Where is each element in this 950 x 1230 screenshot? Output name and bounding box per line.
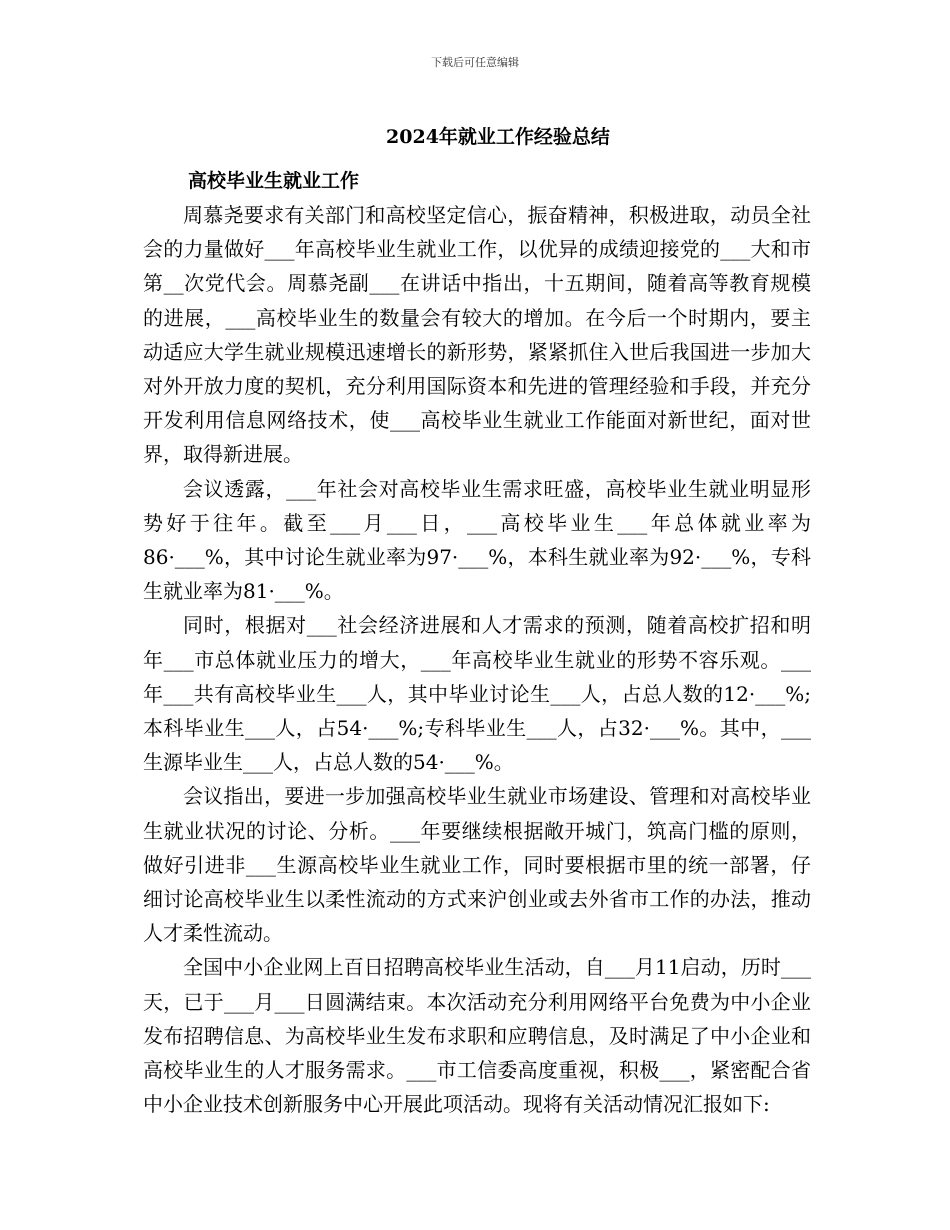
section-heading: 高校毕业生就业工作: [188, 170, 360, 192]
document-title: 2024年就业工作经验总结: [386, 126, 610, 148]
paragraph-5: 全国中小企业网上百日招聘高校毕业生活动，自___月11启动，历时___天，已于___月___日圆满结束。本次活动充分利用网络平台免费为中小企业发布招聘信息、为高校毕业生发布求职和应聘信息，及时满足了中小企业和高校毕业生的人才服务需求。___市工信委高度重视，积极___，紧密配合省中小企业技术创新服务中心开展此项活动。现将有关活动情况汇报如下:: [143, 955, 811, 1117]
paragraph-2: 会议透露，___年社会对高校毕业生需求旺盛，高校毕业生就业明显形势好于往年。截至___月___日，___高校毕业生___年总体就业率为86·___%，其中讨论生就业率为97·___%，本科生就业率为92·___%，专科生就业率为81·___%。: [143, 476, 811, 604]
document-body: [143, 198, 811, 1121]
paragraph-4: 会议指出，要进一步加强高校毕业生就业市场建设、管理和对高校毕业生就业状况的讨论、分析。___年要继续根据敞开城门，筑高门槛的原则，做好引进非___生源高校毕业生就业工作，同时要根据市里的统一部署，仔细讨论高校毕业生以柔性流动的方式来沪创业或去外省市工作的办法，推动人才柔性流动。: [143, 784, 811, 946]
page-header-note: 下载后可任意编辑: [431, 56, 519, 69]
paragraph-3: 同时，根据对___社会经济进展和人才需求的预测，随着高校扩招和明年___市总体就业压力的增大，___年高校毕业生就业的形势不容乐观。___年___共有高校毕业生___人，其中毕业讨论生___人，占总人数的12·___%;本科毕业生___人，占54·___%;专科毕业生___人，占32·___%。其中，___生源毕业生___人，占总人数的54·___%。: [143, 613, 811, 775]
paragraph-1: 周慕尧要求有关部门和高校坚定信心，振奋精神，积极进取，动员全社会的力量做好___年高校毕业生就业工作，以优异的成绩迎接党的___大和市第__次党代会。周慕尧副___在讲话中指出，十五期间，随着高等教育规模的进展，___高校毕业生的数量会有较大的增加。在今后一个时期内，要主动适应大学生就业规模迅速增长的新形势，紧紧抓住入世后我国进一步加大对外开放力度的契机，充分利用国际资本和先进的管理经验和手段，并充分开发利用信息网络技术，使___高校毕业生就业工作能面对新世纪，面对世界，取得新进展。: [143, 203, 811, 467]
